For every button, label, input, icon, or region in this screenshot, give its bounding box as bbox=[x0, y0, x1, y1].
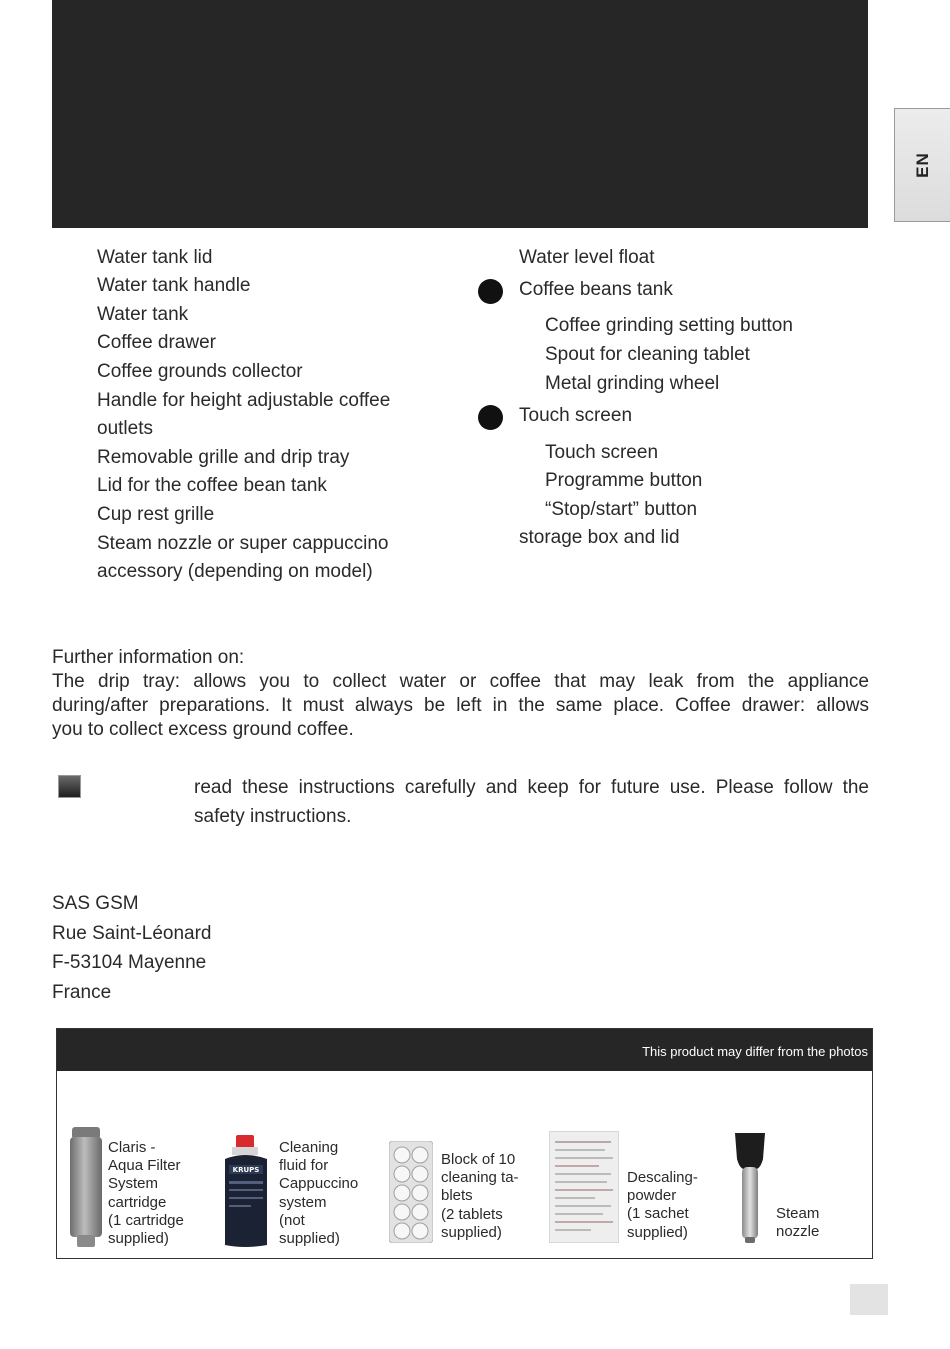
page-number-box bbox=[850, 1284, 888, 1315]
sub-part-item: Touch screen bbox=[545, 442, 659, 463]
accessories-note: This product may differ from the photos bbox=[642, 1044, 868, 1059]
part-item: outlets bbox=[97, 418, 153, 439]
accessories-header-bar bbox=[57, 1029, 872, 1071]
part-item: Touch screen bbox=[519, 405, 633, 426]
further-info-line: during/after preparations. It must always be left in the same place. Coffee drawer: allows bbox=[52, 695, 869, 716]
warning-square-icon bbox=[58, 775, 81, 798]
further-info-line: you to collect excess ground coffee. bbox=[52, 719, 354, 740]
sub-part-item: “Stop/start” button bbox=[545, 499, 698, 520]
sub-part-item: Spout for cleaning tablet bbox=[545, 344, 750, 365]
cleaning-tablets-blister-icon bbox=[389, 1141, 433, 1243]
accessory-label-cleaning-fluid: Cleaning fluid for Cappuccino system (not supplied) bbox=[279, 1139, 359, 1248]
part-item: Coffee grounds collector bbox=[97, 361, 303, 382]
filter-cartridge-icon bbox=[69, 1127, 103, 1249]
steam-nozzle-icon bbox=[733, 1133, 767, 1245]
further-information bbox=[52, 646, 869, 742]
warning-text: read these instructions carefully and keep for future use. Please follow the safety instructions. bbox=[194, 777, 869, 827]
sub-part-item: Programme button bbox=[545, 470, 703, 491]
address-line: SAS GSM bbox=[52, 893, 139, 914]
part-item: Water tank handle bbox=[97, 275, 251, 296]
accessory-label-tablets: Block of 10 cleaning ta- blets (2 tablets supplied) bbox=[441, 1151, 519, 1241]
bullet-dot-icon bbox=[478, 279, 503, 304]
cleaning-fluid-bottle-icon bbox=[221, 1135, 271, 1249]
part-item: Handle for height adjustable coffee bbox=[97, 390, 391, 411]
part-item: Lid for the coffee bean tank bbox=[97, 475, 327, 496]
krups-logo: KRUPS bbox=[232, 1166, 260, 1174]
address-line: Rue Saint-Léonard bbox=[52, 922, 212, 944]
language-tab[interactable] bbox=[894, 108, 950, 222]
bullet-dot-icon bbox=[478, 405, 503, 430]
accessory-label-filter: Claris - Aqua Filter System cartridge (1 cartridge supplied) bbox=[108, 1139, 184, 1248]
descaling-sachet-icon bbox=[549, 1131, 619, 1243]
accessories-box bbox=[56, 1028, 873, 1259]
part-item: accessory (depending on model) bbox=[97, 561, 373, 582]
language-tab-label: EN bbox=[912, 152, 932, 178]
part-item: Water level float bbox=[519, 247, 655, 268]
address-line: F-53104 Mayenne bbox=[52, 952, 207, 974]
part-item: storage box and lid bbox=[519, 527, 680, 548]
part-item: Coffee beans tank bbox=[519, 279, 673, 300]
part-item: Cup rest grille bbox=[97, 504, 215, 525]
part-item: Coffee drawer bbox=[97, 332, 216, 353]
header-band bbox=[52, 0, 868, 228]
part-item: Removable grille and drip tray bbox=[97, 447, 350, 468]
part-item: Steam nozzle or super cappuccino bbox=[97, 533, 389, 554]
address-line: France bbox=[52, 981, 112, 1003]
accessory-label-descaling: Descaling- powder (1 sachet supplied) bbox=[627, 1169, 698, 1241]
further-info-heading: Further information on: bbox=[52, 647, 245, 668]
part-item: Water tank lid bbox=[97, 247, 213, 268]
part-item: Water tank bbox=[97, 304, 189, 325]
sub-part-item: Coffee grinding setting button bbox=[545, 315, 793, 336]
further-info-line: The drip tray: allows you to collect water or coffee that may leak from the appliance bbox=[52, 671, 869, 692]
sub-part-item: Metal grinding wheel bbox=[545, 373, 720, 394]
accessory-label-steam-nozzle: Steam nozzle bbox=[776, 1205, 820, 1241]
manufacturer-address bbox=[52, 889, 212, 1007]
